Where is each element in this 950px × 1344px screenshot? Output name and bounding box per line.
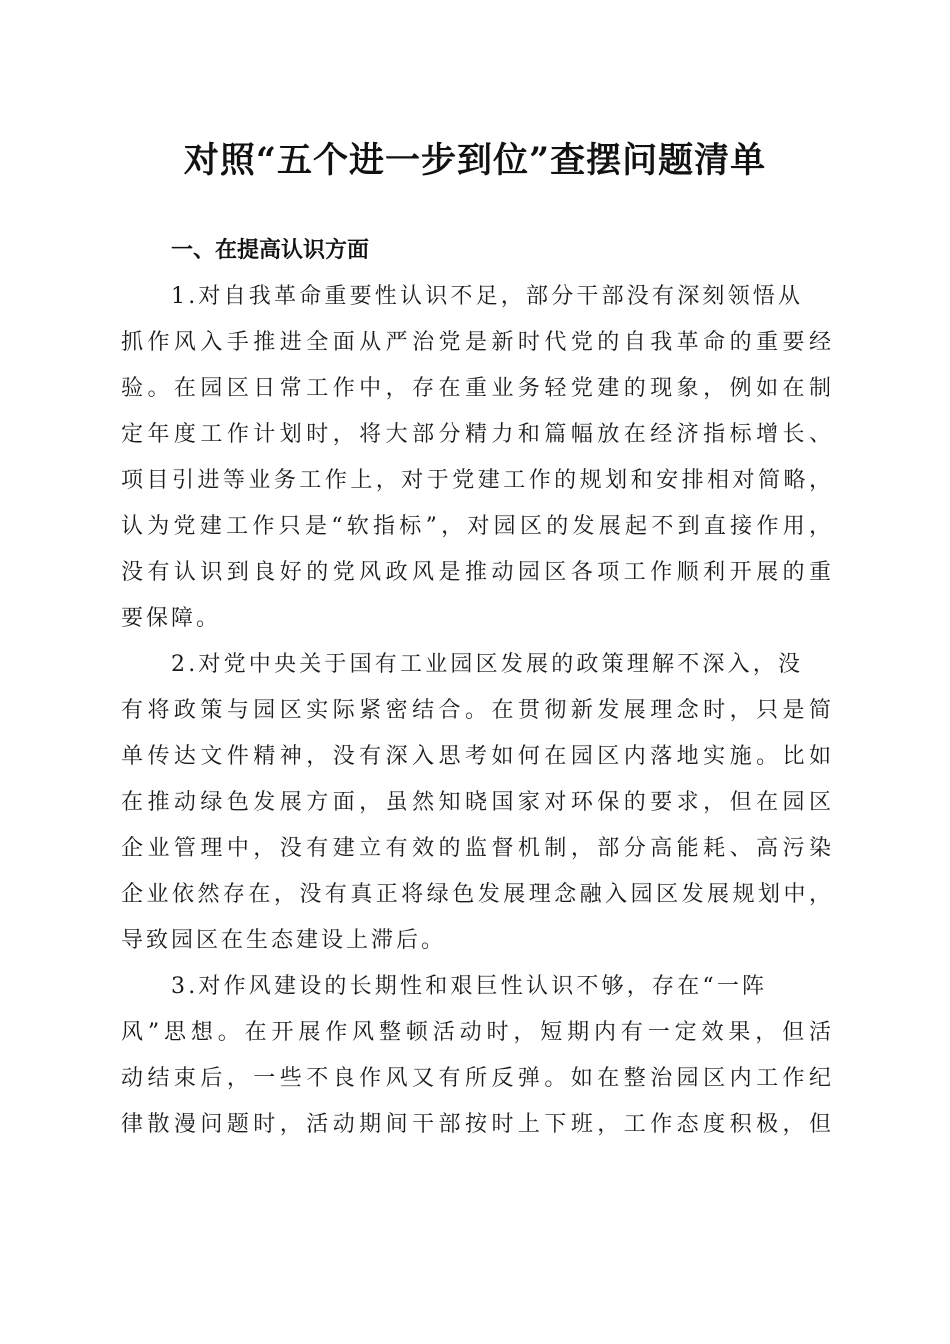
paragraph-line: 律散漫问题时，活动期间干部按时上下班，工作态度积极，但 [121,1112,831,1137]
paragraph-line: 要保障。 [121,606,222,631]
paragraph-line: 认为党建工作只是“软指标”，对园区的发展起不到直接作用， [121,514,831,539]
paragraph-line: 风”思想。在开展作风整顿活动时，短期内有一定效果，但活 [121,1020,831,1045]
paragraph-line: 验。在园区日常工作中，存在重业务轻党建的现象，例如在制 [121,376,831,401]
paragraph-line: 1.对自我革命重要性认识不足，部分干部没有深刻领悟从 [171,284,804,309]
paragraph-line: 在推动绿色发展方面，虽然知晓国家对环保的要求，但在园区 [121,790,831,815]
paragraph-3 [121,964,831,1148]
paragraph-line: 企业管理中，没有建立有效的监督机制，部分高能耗、高污染 [121,836,831,861]
paragraph-line: 抓作风入手推进全面从严治党是新时代党的自我革命的重要经 [121,330,831,355]
paragraph-line: 动结束后，一些不良作风又有所反弹。如在整治园区内工作纪 [121,1066,831,1091]
section-heading: 一、在提高认识方面 [171,238,370,263]
paragraph-line: 定年度工作计划时，将大部分精力和篇幅放在经济指标增长、 [121,422,831,447]
paragraph-line: 有将政策与园区实际紧密结合。在贯彻新发展理念时，只是简 [121,698,831,723]
paragraph-1 [121,274,831,642]
paragraph-line: 导致园区在生态建设上滞后。 [121,928,447,953]
paragraph-line: 3.对作风建设的长期性和艰巨性认识不够，存在“一阵 [171,974,768,999]
paragraph-2 [121,642,831,964]
document-title: 对照“五个进一步到位”查摆问题清单 [183,140,767,181]
paragraph-line: 单传达文件精神，没有深入思考如何在园区内落地实施。比如 [121,744,831,769]
paragraph-line: 项目引进等业务工作上，对于党建工作的规划和安排相对简略， [121,468,831,493]
document-body [121,228,831,1148]
paragraph-line: 企业依然存在，没有真正将绿色发展理念融入园区发展规划中， [121,882,831,907]
paragraph-line: 没有认识到良好的党风政风是推动园区各项工作顺利开展的重 [121,560,831,585]
paragraph-line: 2.对党中央关于国有工业园区发展的政策理解不深入，没 [171,652,804,677]
